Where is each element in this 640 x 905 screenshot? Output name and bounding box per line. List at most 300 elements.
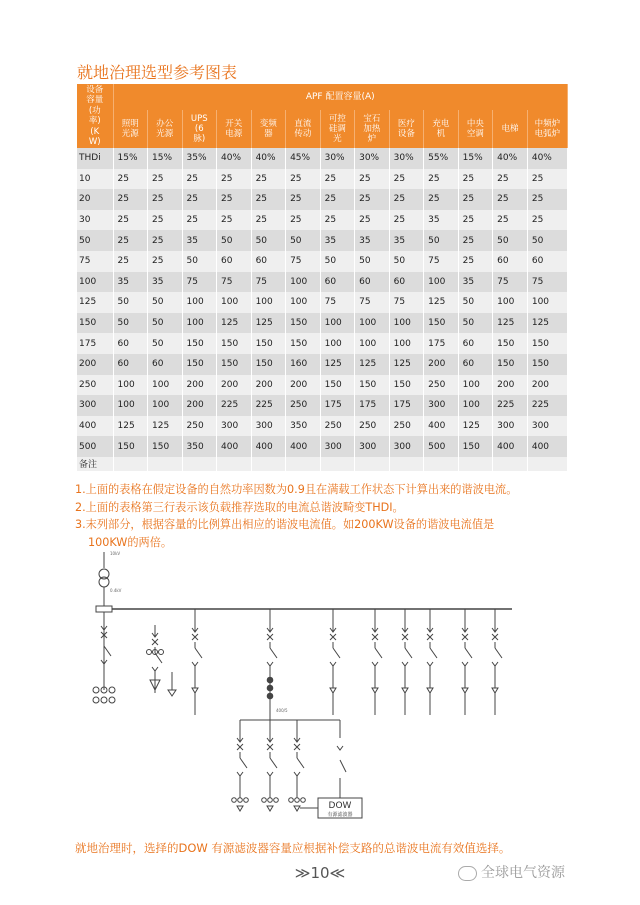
table-cell: 50 — [148, 292, 183, 313]
column-header-line: 机 — [436, 129, 446, 139]
table-cell: 25 — [251, 210, 286, 231]
table-cell: 250 — [320, 416, 355, 437]
table-cell: 200 — [527, 375, 567, 396]
table-cell: 100 — [389, 313, 424, 334]
table-cell: 200 — [424, 354, 459, 375]
table-cell: 60 — [148, 354, 183, 375]
table-cell: 350 — [286, 416, 321, 437]
page-number: ≫10≪ — [294, 864, 346, 882]
table-cell: 400 — [424, 416, 459, 437]
footer-note: 就地治理时，选择的DOW 有源滤波器容量应根据补偿支路的总谐波电流有效值选择。 — [75, 841, 511, 855]
table-cell: 150 — [458, 436, 493, 457]
table-cell: 125 — [527, 313, 567, 334]
switch-blade — [240, 758, 247, 768]
table-cell: 150 — [424, 313, 459, 334]
table-cell: 50 — [458, 292, 493, 313]
column-header-line: 中央 — [466, 119, 484, 129]
load-arrow — [372, 688, 378, 693]
capacity-header-line: (K — [90, 126, 100, 137]
capacity-header-line: 容量 — [86, 95, 104, 105]
column-header-line: 设备 — [397, 129, 415, 139]
table-cell: 50 — [148, 313, 183, 334]
table-cell: 50 — [527, 230, 567, 251]
contact-mark — [294, 772, 300, 776]
column-header-line: 电弧炉 — [534, 129, 561, 139]
table-cell: 60 — [527, 251, 567, 272]
table-cell: 60 — [320, 272, 355, 293]
contact-mark — [267, 772, 273, 776]
column-header-line: 中频炉 — [534, 119, 561, 129]
table-cell: 25 — [113, 230, 148, 251]
column-header-line: 传动 — [294, 129, 312, 139]
table-cell: 25 — [148, 230, 183, 251]
table-cell: 100 — [148, 375, 183, 396]
table-cell: 50 — [424, 230, 459, 251]
table-cell: 60 — [217, 251, 252, 272]
table-cell: 150 — [355, 375, 390, 396]
contact-mark — [492, 662, 498, 666]
table-cell: 25 — [458, 189, 493, 210]
table-cell: 25 — [527, 189, 567, 210]
table-cell: 25 — [424, 169, 459, 190]
contact-mark — [152, 667, 158, 671]
table-cell: 100 — [355, 313, 390, 334]
switch-blade — [375, 648, 382, 658]
contact-mark — [337, 746, 343, 750]
column-header-line: (6 — [194, 124, 204, 134]
table-cell: 300 — [320, 436, 355, 457]
table-cell: 25 — [320, 210, 355, 231]
table-cell: 150 — [493, 333, 528, 354]
table-cell: 25 — [182, 210, 217, 231]
table-cell: 50 — [251, 230, 286, 251]
contact-mark — [330, 662, 336, 666]
table-cell: 35 — [424, 210, 459, 231]
table-cell: 300 — [251, 416, 286, 437]
row-key-cell: 75 — [77, 251, 113, 272]
table-cell: 225 — [527, 395, 567, 416]
table-cell: 40% — [251, 148, 286, 169]
table-cell: 55% — [424, 148, 459, 169]
column-header-line: 硅调 — [328, 124, 346, 134]
load-arrow — [267, 806, 273, 811]
capacity-header-line: 率) — [88, 116, 101, 126]
load-arrow — [427, 688, 433, 693]
table-cell: 60 — [251, 251, 286, 272]
table-cell: 100 — [527, 292, 567, 313]
row-key-cell: THDi — [77, 148, 113, 169]
column-header-line: 空调 — [466, 129, 484, 139]
table-cell: 25 — [217, 169, 252, 190]
contact-mark — [372, 662, 378, 666]
ct-circle — [301, 798, 306, 803]
table-cell: 200 — [286, 375, 321, 396]
contact-mark — [237, 772, 243, 776]
row-key-cell: 30 — [77, 210, 113, 231]
column-header-line: 电源 — [225, 129, 243, 139]
table-cell: 25 — [458, 230, 493, 251]
row-key-cell: 400 — [77, 416, 113, 437]
table-cell: 25 — [148, 189, 183, 210]
column-header-line: 光源 — [121, 129, 139, 139]
switch-blade — [195, 648, 202, 658]
table-cell: 175 — [389, 395, 424, 416]
table-cell: 75 — [320, 292, 355, 313]
table-cell: 25 — [113, 210, 148, 231]
ct-circle — [147, 650, 152, 655]
table-cell: 200 — [493, 375, 528, 396]
table-cell: 150 — [320, 375, 355, 396]
table-cell: 100 — [493, 292, 528, 313]
table-cell: 50 — [217, 230, 252, 251]
table-cell: 200 — [217, 375, 252, 396]
table-cell: 150 — [286, 313, 321, 334]
table-cell: 25 — [251, 189, 286, 210]
ct-circle — [244, 798, 249, 803]
table-cell: 25 — [493, 169, 528, 190]
ct-circle — [101, 697, 107, 703]
watermark — [458, 862, 565, 882]
table-cell: 30% — [355, 148, 390, 169]
table-cell: 25 — [251, 169, 286, 190]
table-cell: 35 — [458, 272, 493, 293]
contact-mark — [427, 662, 433, 666]
table-cell: 75 — [424, 251, 459, 272]
svg-text:10kV: 10kV — [110, 551, 121, 556]
note-line: 2.上面的表格第三行表示该负载推荐选取的电流总谐波畸变THDI。 — [75, 500, 404, 514]
switch-blade — [430, 648, 437, 658]
table-cell: 60 — [113, 333, 148, 354]
table-cell: 175 — [355, 395, 390, 416]
ct-circle — [232, 798, 237, 803]
table-cell: 50 — [148, 333, 183, 354]
table-cell: 60 — [389, 272, 424, 293]
table-cell: 75 — [182, 272, 217, 293]
apf-group-header: APF 配置容量(A) — [113, 84, 568, 110]
table-cell: 150 — [251, 354, 286, 375]
table-cell: 25 — [389, 169, 424, 190]
ct-circle — [289, 798, 294, 803]
table-cell: 35 — [389, 230, 424, 251]
contact-mark — [402, 662, 408, 666]
table-cell: 225 — [251, 395, 286, 416]
column-header-line: 脉) — [193, 134, 206, 144]
switch-blade — [340, 760, 346, 772]
table-cell: 125 — [458, 416, 493, 437]
table-cell: 25 — [217, 189, 252, 210]
table-cell: 100 — [251, 292, 286, 313]
table-cell: 300 — [355, 436, 390, 457]
table-cell: 100 — [458, 375, 493, 396]
column-header-line: 宝石 — [363, 114, 381, 124]
load-arrow — [492, 688, 498, 693]
dow-label: DOW — [328, 801, 352, 811]
watermark-text: 全球电气资源 — [481, 865, 565, 881]
table-cell: 50 — [355, 251, 390, 272]
table-cell: 300 — [389, 436, 424, 457]
column-header-line: 可控 — [328, 114, 346, 124]
column-header-line: 充电 — [432, 119, 450, 129]
svg-text:0.4kV: 0.4kV — [110, 588, 122, 593]
table-cell: 125 — [493, 313, 528, 334]
table-cell: 200 — [182, 395, 217, 416]
table-cell: 60 — [113, 354, 148, 375]
contact-mark — [192, 662, 198, 666]
capacity-header-line: (功 — [88, 105, 101, 116]
page-title: 就地治理选型参考图表 — [77, 63, 238, 82]
table-cell: 25 — [148, 169, 183, 190]
column-header-line: 光源 — [156, 129, 174, 139]
load-arrow — [462, 688, 468, 693]
ct-circle — [295, 798, 300, 803]
table-cell: 160 — [286, 354, 321, 375]
row-key-cell: 250 — [77, 375, 113, 396]
table-cell: 400 — [217, 436, 252, 457]
table-cell: 250 — [424, 375, 459, 396]
table-cell: 50 — [286, 230, 321, 251]
table-cell: 250 — [286, 395, 321, 416]
table-cell: 100 — [320, 313, 355, 334]
row-key-cell: 20 — [77, 189, 113, 210]
table-cell: 150 — [251, 333, 286, 354]
table-cell: 175 — [320, 395, 355, 416]
load-arrow — [294, 806, 300, 811]
table-cell: 60 — [355, 272, 390, 293]
table-cell: 150 — [527, 354, 567, 375]
table-cell: 125 — [320, 354, 355, 375]
switch-blade — [104, 646, 111, 656]
table-cell: 15% — [113, 148, 148, 169]
table-cell: 75 — [527, 272, 567, 293]
table-cell: 150 — [527, 333, 567, 354]
ct-circle — [274, 798, 279, 803]
row-key-cell: 175 — [77, 333, 113, 354]
capacity-header-line: W) — [88, 137, 101, 147]
table-cell: 25 — [286, 189, 321, 210]
table-cell: 35 — [355, 230, 390, 251]
table-cell: 25 — [389, 210, 424, 231]
table-cell: 75 — [251, 272, 286, 293]
table-cell: 125 — [355, 354, 390, 375]
table-cell: 25 — [320, 169, 355, 190]
ct-circle — [262, 798, 267, 803]
switch-blade — [465, 648, 472, 658]
table-cell: 100 — [389, 333, 424, 354]
table-cell: 25 — [424, 189, 459, 210]
load-arrow — [168, 690, 176, 696]
table-cell: 100 — [355, 333, 390, 354]
column-header-line: 光 — [333, 134, 342, 144]
switch-blade — [495, 648, 502, 658]
table-cell: 25 — [527, 169, 567, 190]
table-cell: 250 — [355, 416, 390, 437]
dow-sublabel: 有源滤波器 — [327, 812, 353, 818]
switch-blade — [333, 648, 340, 658]
table-cell: 200 — [182, 375, 217, 396]
svg-text:400/5: 400/5 — [276, 708, 288, 713]
table-cell: 150 — [217, 354, 252, 375]
load-arrow — [402, 688, 408, 693]
column-header-line: 炉 — [367, 134, 377, 144]
table-cell: 35 — [182, 230, 217, 251]
table-cell: 25 — [217, 210, 252, 231]
table-cell: 15% — [458, 148, 493, 169]
table-cell: 100 — [113, 375, 148, 396]
table-cell: 25 — [286, 210, 321, 231]
column-header-line: 电梯 — [501, 124, 519, 134]
ct-circle — [109, 697, 115, 703]
ct-circle — [93, 697, 99, 703]
table-cell: 400 — [493, 436, 528, 457]
table-cell: 350 — [182, 436, 217, 457]
load-arrow — [192, 688, 198, 693]
table-cell: 150 — [182, 333, 217, 354]
table-cell: 175 — [424, 333, 459, 354]
table-cell: 35% — [182, 148, 217, 169]
table-cell: 100 — [113, 395, 148, 416]
table-cell: 100 — [320, 333, 355, 354]
table-cell: 75 — [493, 272, 528, 293]
switch-blade — [405, 648, 412, 658]
table-cell: 25 — [286, 169, 321, 190]
table-cell: 25 — [355, 169, 390, 190]
table-cell: 125 — [251, 313, 286, 334]
table-cell: 75 — [286, 251, 321, 272]
table-cell: 125 — [424, 292, 459, 313]
contact-mark — [267, 662, 273, 666]
ct-circle — [268, 798, 273, 803]
column-header-line: 器 — [264, 129, 273, 139]
load-arrow — [237, 806, 243, 811]
load-arrow — [330, 688, 336, 693]
table-cell: 25 — [493, 189, 528, 210]
row-key-cell: 10 — [77, 169, 113, 190]
table-cell: 125 — [217, 313, 252, 334]
switch-blade — [270, 648, 277, 658]
table-cell: 50 — [320, 251, 355, 272]
table-cell: 500 — [424, 436, 459, 457]
note-line: 1.上面的表格在假定设备的自然功率因数为0.9且在满载工作状态下计算出来的谐波电流。 — [75, 483, 518, 496]
table-cell: 50 — [458, 313, 493, 334]
table-cell: 150 — [389, 375, 424, 396]
table-cell: 25 — [458, 210, 493, 231]
table-cell: 50 — [113, 292, 148, 313]
table-cell: 25 — [355, 189, 390, 210]
table-cell: 200 — [251, 375, 286, 396]
table-cell: 100 — [424, 272, 459, 293]
note-line: 3.末列部分，根据容量的比例算出相应的谐波电流值。如200KW设备的谐波电流值是 — [75, 518, 495, 531]
table-cell: 50 — [182, 251, 217, 272]
table-cell: 300 — [424, 395, 459, 416]
column-header-line: 医疗 — [397, 119, 415, 129]
table-cell: 75 — [389, 292, 424, 313]
ct-circle — [109, 687, 115, 693]
column-header-line: 加热 — [363, 124, 381, 134]
table-cell: 250 — [389, 416, 424, 437]
table-cell: 100 — [217, 292, 252, 313]
row-key-cell: 150 — [77, 313, 113, 334]
table-cell: 60 — [458, 354, 493, 375]
row-key-cell: 500 — [77, 436, 113, 457]
table-cell: 100 — [182, 313, 217, 334]
table-cell: 25 — [493, 210, 528, 231]
table-cell: 30% — [389, 148, 424, 169]
table-cell: 60 — [493, 251, 528, 272]
table-cell: 25 — [113, 251, 148, 272]
row-key-cell: 300 — [77, 395, 113, 416]
table-cell: 100 — [286, 292, 321, 313]
table-cell: 50 — [113, 313, 148, 334]
table-cell: 25 — [113, 189, 148, 210]
column-header-line: 开关 — [225, 119, 243, 129]
table-cell: 50 — [493, 230, 528, 251]
wechat-icon — [458, 866, 477, 881]
table-cell: 35 — [113, 272, 148, 293]
row-key-cell: 200 — [77, 354, 113, 375]
table-cell: 40% — [217, 148, 252, 169]
table-cell: 225 — [217, 395, 252, 416]
row-key-cell: 100 — [77, 272, 113, 293]
table-cell: 25 — [182, 169, 217, 190]
ct-circle — [93, 687, 99, 693]
table-cell: 100 — [286, 272, 321, 293]
table-cell: 125 — [389, 354, 424, 375]
table-cell: 45% — [286, 148, 321, 169]
table-cell: 40% — [527, 148, 567, 169]
ct-circle — [159, 650, 164, 655]
table-cell: 250 — [182, 416, 217, 437]
table-cell: 150 — [217, 333, 252, 354]
table-cell: 25 — [148, 251, 183, 272]
table-cell: 125 — [148, 416, 183, 437]
column-header-line: UPS — [190, 114, 208, 124]
table-cell: 150 — [113, 436, 148, 457]
column-header-line: 照明 — [121, 119, 139, 129]
table-cell: 75 — [355, 292, 390, 313]
table-cell: 25 — [113, 169, 148, 190]
table-cell: 100 — [148, 395, 183, 416]
table-cell: 25 — [527, 210, 567, 231]
table-cell: 35 — [148, 272, 183, 293]
table-cell: 150 — [182, 354, 217, 375]
ct-circle — [238, 798, 243, 803]
table-cell: 125 — [113, 416, 148, 437]
table-cell: 300 — [217, 416, 252, 437]
note-line: 100KW的两倍。 — [88, 535, 173, 549]
table-cell: 75 — [217, 272, 252, 293]
switch-blade — [297, 758, 304, 768]
table-cell: 150 — [286, 333, 321, 354]
column-header-line: 直流 — [294, 119, 312, 129]
table-cell: 400 — [286, 436, 321, 457]
ct-circle — [267, 677, 273, 683]
table-cell: 100 — [182, 292, 217, 313]
table-cell: 25 — [320, 189, 355, 210]
contact-mark — [462, 662, 468, 666]
table-cell: 25 — [458, 169, 493, 190]
capacity-header-line: 设备 — [86, 84, 104, 95]
table-cell: 60 — [458, 333, 493, 354]
table-cell: 300 — [493, 416, 528, 437]
row-key-cell: 125 — [77, 292, 113, 313]
table-cell: 15% — [148, 148, 183, 169]
table-cell: 50 — [389, 251, 424, 272]
table-cell: 25 — [182, 189, 217, 210]
table-cell: 25 — [389, 189, 424, 210]
row-key-cell: 50 — [77, 230, 113, 251]
column-header-line: 变频 — [259, 119, 277, 129]
table-cell: 25 — [355, 210, 390, 231]
